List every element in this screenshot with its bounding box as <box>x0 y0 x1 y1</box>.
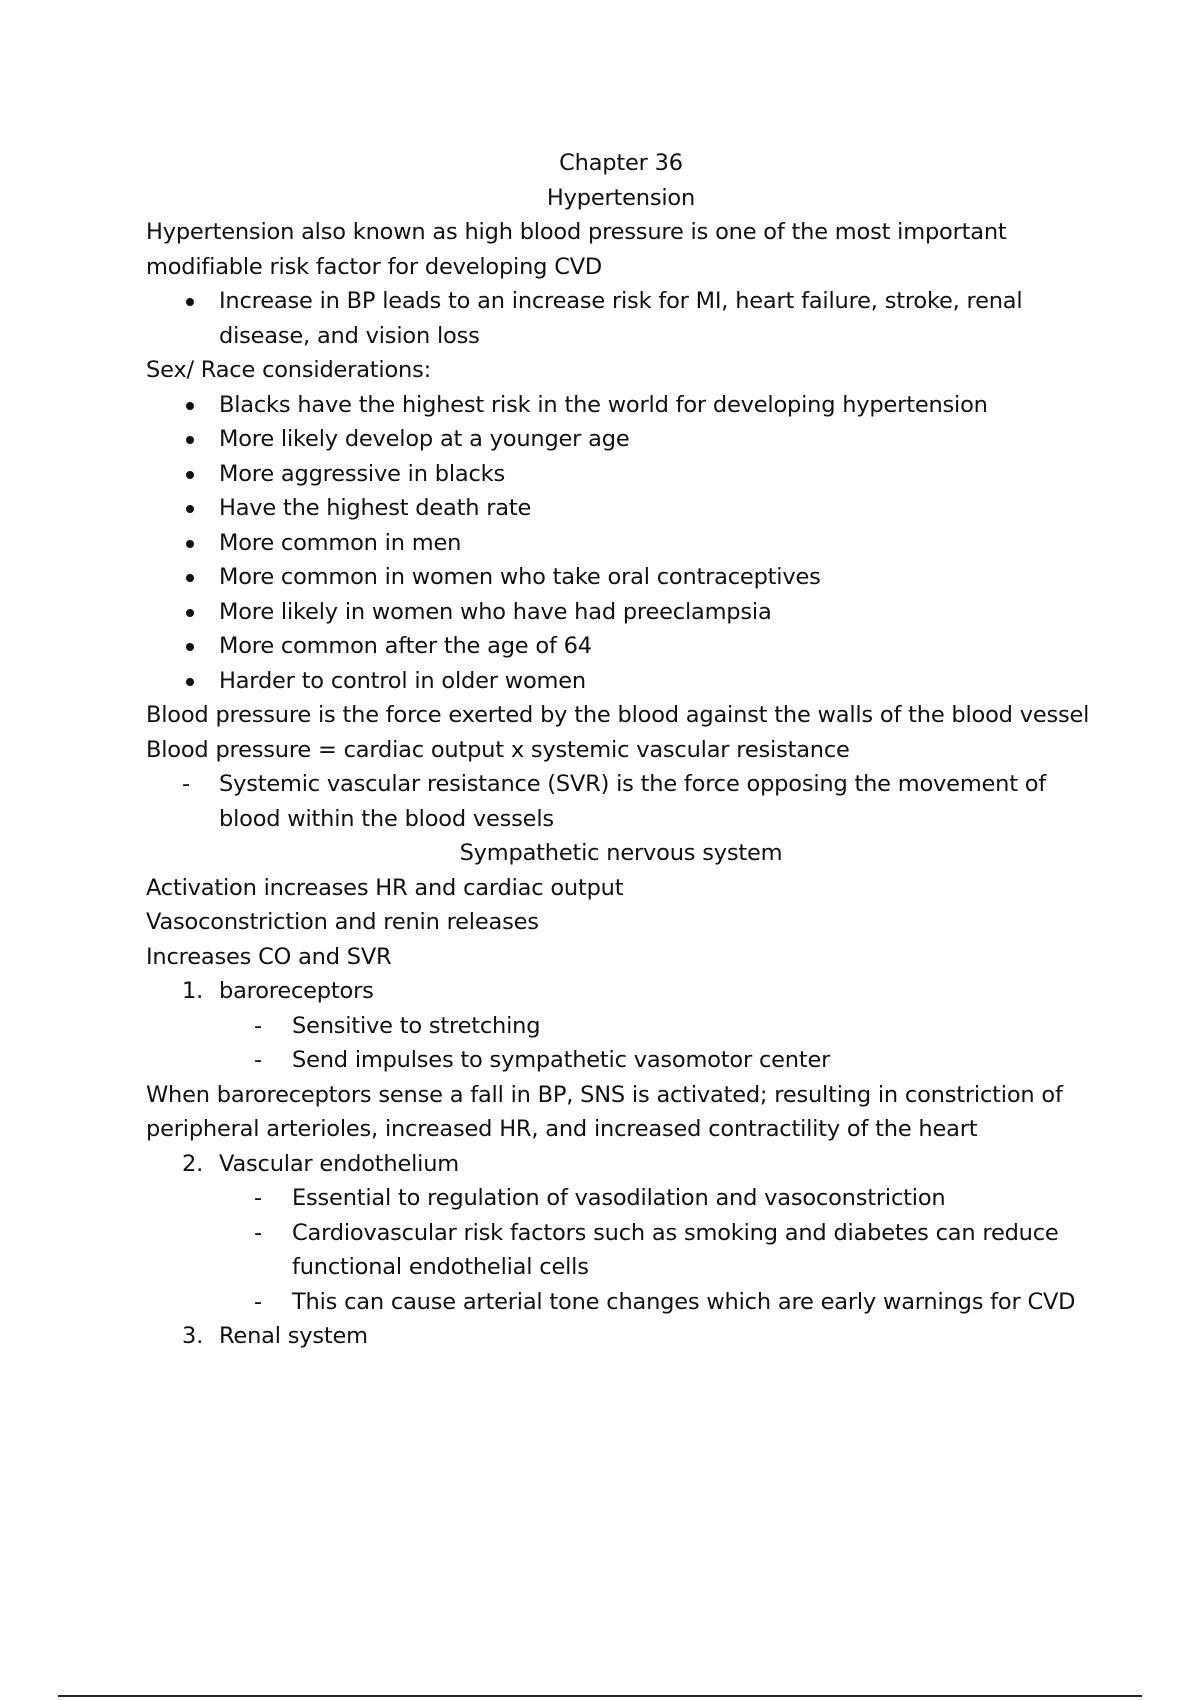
sns-line: Vasoconstriction and renin releases <box>146 909 539 935</box>
list-item: Have the highest death rate <box>146 491 1096 526</box>
bullet-icon <box>186 574 194 582</box>
list-item: - Systemic vascular resistance (SVR) is the force opposing the movement of blood within the blood vessels <box>146 767 1096 836</box>
sex-race-label: Sex/ Race considerations: <box>146 357 432 383</box>
list-item: Blacks have the highest risk in the world for developing hypertension <box>146 388 1096 423</box>
svr-dash-list <box>146 767 1096 836</box>
dash-marker: - <box>254 1012 262 1039</box>
bullet-icon <box>186 609 194 617</box>
baroreceptor-note: When baroreceptors sense a fall in BP, SNS is activated; resulting in constriction of peripheral arterioles, increased HR, and increased contractility of the heart <box>146 1081 1063 1142</box>
bp-formula: Blood pressure = cardiac output x systemic vascular resistance <box>146 736 850 763</box>
topic-heading: Hypertension <box>546 184 696 211</box>
sex-race-bullet-list <box>146 388 1096 699</box>
intro-bullet-list <box>146 284 1096 353</box>
note-body <box>146 146 1096 1354</box>
item-number: 2. <box>182 1150 204 1177</box>
mechanism-list-2 <box>146 1147 1096 1182</box>
bullet-icon <box>186 643 194 651</box>
mechanism-list-3 <box>146 1319 1096 1354</box>
list-item: More likely in women who have had preeclampsia <box>146 595 1096 630</box>
bullet-icon <box>186 471 194 479</box>
numbered-item-baroreceptors: 1. baroreceptors <box>146 974 1096 1009</box>
bullet-icon <box>186 436 194 444</box>
bullet-icon <box>186 505 194 513</box>
bullet-icon <box>186 298 194 306</box>
bullet-icon <box>186 678 194 686</box>
mechanism-list-1 <box>146 974 1096 1009</box>
dash-marker: - <box>254 1047 262 1073</box>
list-item: Harder to control in older women <box>146 664 1096 699</box>
list-item: More common in women who take oral contraceptives <box>146 560 1096 595</box>
item-number: 3. <box>182 1323 204 1349</box>
numbered-item-vascular-endothelium: 2. Vascular endothelium <box>146 1147 1096 1182</box>
dash-marker: - <box>182 771 190 797</box>
list-item: - Essential to regulation of vasodilation and vasoconstriction <box>146 1181 1096 1216</box>
list-item: More aggressive in blacks <box>146 457 1096 492</box>
list-item: More common after the age of 64 <box>146 629 1096 664</box>
baroreceptor-sub-list <box>146 1009 1096 1078</box>
sns-line: Increases CO and SVR <box>146 943 392 970</box>
chapter-heading: Chapter 36 <box>559 150 683 176</box>
list-item: - This can cause arterial tone changes which are early warnings for CVD <box>146 1285 1096 1320</box>
page-bottom-divider <box>58 1695 1142 1697</box>
dash-marker: - <box>254 1288 262 1315</box>
bullet-icon <box>186 540 194 548</box>
dash-marker: - <box>254 1185 262 1211</box>
sns-heading: Sympathetic nervous system <box>459 840 783 866</box>
list-item: - Cardiovascular risk factors such as smoking and diabetes can reduce functional endothelial cells <box>146 1216 1096 1285</box>
item-number: 1. <box>182 978 204 1004</box>
list-item: - Sensitive to stretching <box>146 1009 1096 1044</box>
list-item: Increase in BP leads to an increase risk for MI, heart failure, stroke, renal disease, and vision loss <box>146 284 1096 353</box>
sns-line: Activation increases HR and cardiac output <box>146 874 624 901</box>
intro-paragraph: Hypertension also known as high blood pressure is one of the most important modifiable risk factor for developing CVD <box>146 219 1007 280</box>
list-item: More likely develop at a younger age <box>146 422 1096 457</box>
numbered-item-renal-system: 3. Renal system <box>146 1319 1096 1354</box>
dash-marker: - <box>254 1219 262 1246</box>
bp-definition: Blood pressure is the force exerted by the blood against the walls of the blood vessel <box>146 702 1090 728</box>
list-item: - Send impulses to sympathetic vasomotor center <box>146 1043 1096 1078</box>
list-item: More common in men <box>146 526 1096 561</box>
endothelium-sub-list <box>146 1181 1096 1319</box>
bullet-icon <box>186 402 194 410</box>
